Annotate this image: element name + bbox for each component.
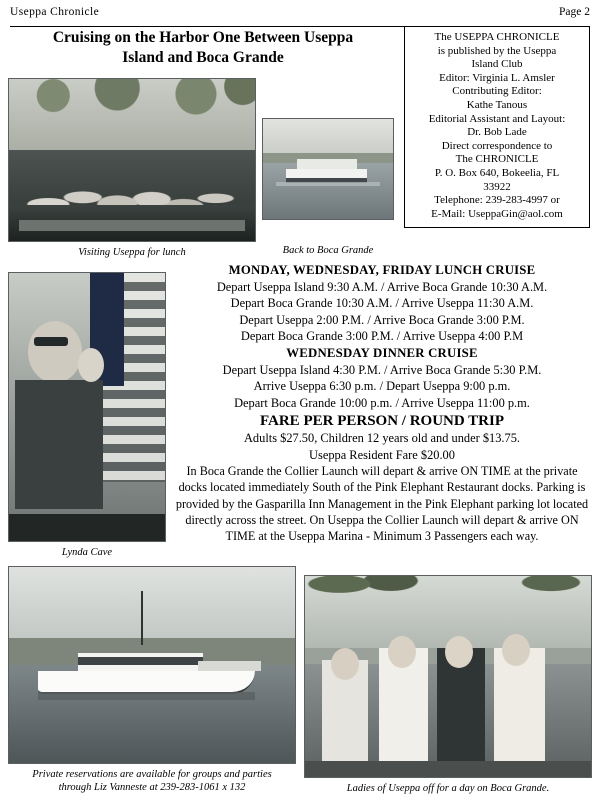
caption-boat-returning: Back to Boca Grande xyxy=(282,245,374,256)
info-line: Kathe Tanous xyxy=(466,98,528,111)
dinner-cruise-heading: WEDNESDAY DINNER CRUISE xyxy=(286,345,478,360)
fare-heading: FARE PER PERSON / ROUND TRIP xyxy=(259,413,505,430)
info-line: Telephone: 239-283-4997 or xyxy=(434,194,560,207)
page-title-line-2: Island and Boca Grande xyxy=(122,49,284,66)
fare-row: Adults $27.50, Children 12 years old and under $13.75. xyxy=(243,430,520,445)
cruise-schedule xyxy=(172,262,592,544)
caption-ladies-of-useppa: Ladies of Useppa off for a day on Boca Grande. xyxy=(346,783,550,794)
schedule-row: Depart Useppa 2:00 P.M. / Arrive Boca Grande 3:00 P.M. xyxy=(239,312,525,327)
masthead xyxy=(10,6,590,27)
info-line: Contributing Editor: xyxy=(452,85,542,98)
info-line: P. O. Box 640, Bokeelia, FL xyxy=(434,166,560,179)
fare-row: Useppa Resident Fare $20.00 xyxy=(309,447,455,462)
info-line: Island Club xyxy=(471,58,523,71)
schedule-row: Depart Boca Grande 3:00 P.M. / Arrive Useppa 4:00 P.M xyxy=(240,329,524,344)
info-line: 33922 xyxy=(483,180,511,193)
info-line: The CHRONICLE xyxy=(455,153,539,166)
photo-private-charter-boat xyxy=(8,566,296,764)
photo-lynda-cave xyxy=(8,272,166,542)
caption-line-1: Private reservations are available for groups and parties xyxy=(32,769,272,780)
photo-boat-returning xyxy=(262,118,394,220)
masthead-title: Useppa Chronicle xyxy=(10,6,100,18)
photo-group-on-boat xyxy=(8,78,256,242)
info-line: Dr. Bob Lade xyxy=(467,126,527,139)
info-line: Editor: Virginia L. Amsler xyxy=(439,71,555,84)
page-title-line-1: Cruising on the Harbor One Between Useppa xyxy=(52,29,354,46)
schedule-row: Depart Useppa Island 4:30 P.M. / Arrive Boca Grande 5:30 P.M. xyxy=(222,362,542,377)
lunch-cruise-heading: MONDAY, WEDNESDAY, FRIDAY LUNCH CRUISE xyxy=(228,263,536,277)
info-line: The USEPPA CHRONICLE xyxy=(434,31,560,43)
caption-line-2: through Liz Vanneste at 239-283-1061 x 132 xyxy=(58,782,246,793)
info-line: Direct correspondence to xyxy=(441,139,553,152)
info-line: Editorial Assistant and Layout: xyxy=(428,112,566,125)
schedule-row: Depart Boca Grande 10:30 A.M. / Arrive Useppa 11:30 A.M. xyxy=(230,296,534,311)
caption-group-on-boat: Visiting Useppa for lunch xyxy=(78,247,186,258)
boarding-instructions: In Boca Grande the Collier Launch will depart & arrive ON TIME at the private docks located immediately South of the Pink Elephant Restaurant docks. Parking is provided by the Gasparilla Inn Management in the Pink Elephant parking lot located directly across the street. On Useppa the Collier Launch will depart & arrive ON TIME at the Useppa Marina - Minimum 3 Passengers each way. xyxy=(175,464,589,543)
page-title xyxy=(8,28,398,68)
page-number: Page 2 xyxy=(559,6,590,18)
caption-private-charter-boat xyxy=(4,768,300,794)
schedule-row: Arrive Useppa 6:30 p.m. / Depart Useppa 9:00 p.m. xyxy=(253,379,511,394)
info-line: is published by the Useppa xyxy=(437,44,557,57)
caption-lynda-cave: Lynda Cave xyxy=(61,547,113,558)
schedule-row: Depart Useppa Island 9:30 A.M. / Arrive Boca Grande 10:30 A.M. xyxy=(216,279,548,294)
publication-info-box xyxy=(404,26,590,228)
schedule-row: Depart Boca Grande 10:00 p.m. / Arrive Useppa 11:00 p.m. xyxy=(234,395,530,410)
photo-ladies-of-useppa xyxy=(304,575,592,778)
info-line: E-Mail: UseppaGin@aol.com xyxy=(431,207,563,220)
